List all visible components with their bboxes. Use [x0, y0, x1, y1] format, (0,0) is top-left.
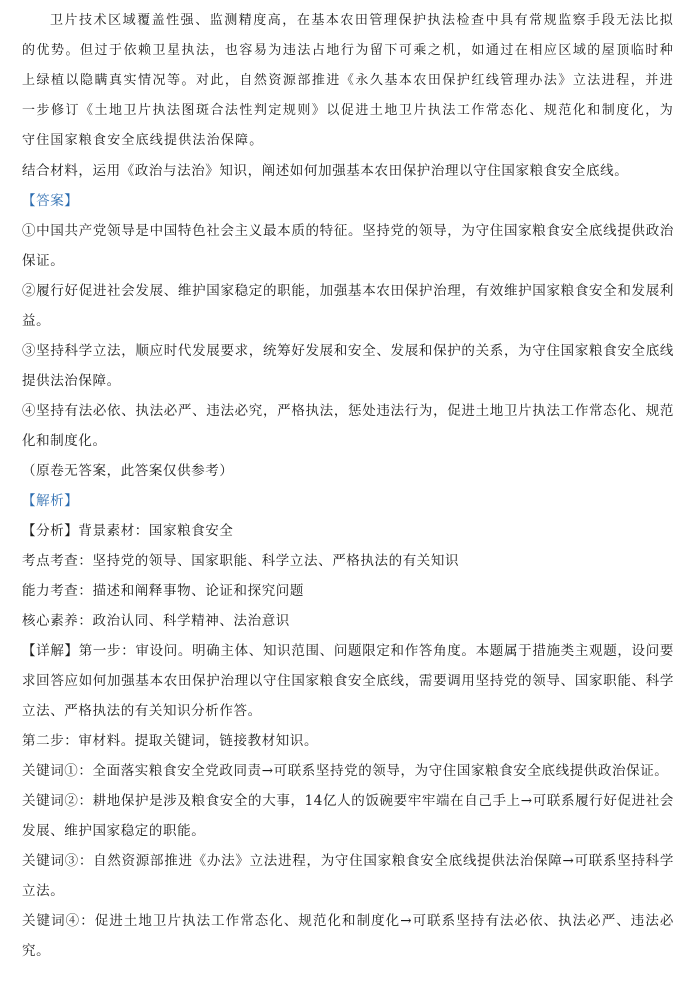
material-text: 卫片技术区域覆盖性强、监测精度高，在基本农田管理保护执法检查中具有常规监察手段无法比拟的优势。但过于依赖卫星执法，也容易为违法占地行为留下可乘之机，如通过在相应区域的屋顶临时种上绿植以隐瞒真实情况等。对此，自然资源部推进《永久基本农田保护红线管理办法》立法进程，并进一步修订《土地卫片执法图斑合法性判定规则》以促进土地卫片执法工作常态化、规范化和制度化，为守住国家粮食安全底线提供法治保障。 — [22, 13, 674, 148]
answer-item: ④坚持有法必依、执法必严、违法必究，严格执法，惩处违法行为，促进土地卫片执法工作常态化、规范化和制度化。 — [22, 403, 674, 449]
literacy: 核心素养：政治认同、科学精神、法治意识 — [22, 613, 290, 629]
detail-label: 【详解】 — [22, 643, 79, 659]
analysis-intro-text: 背景素材：国家粮食安全 — [78, 523, 234, 539]
answer-note: （原卷无答案，此答案仅供参考） — [22, 463, 234, 479]
answer-item: ③坚持科学立法，顺应时代发展要求，统筹好发展和安全、发展和保护的关系，为守住国家粮食安全底线提供法治保障。 — [22, 343, 674, 389]
question-text: 结合材料，运用《政治与法治》知识，阐述如何加强基本农田保护治理以守住国家粮食安全底线。 — [22, 163, 629, 179]
detail-step2: 第二步：审材料。提取关键词，链接教材知识。 — [22, 733, 319, 749]
keyword-item: 关键词①：全面落实粮食安全党政同责→可联系坚持党的领导，为守住国家粮食安全底线提供政治保证。 — [22, 763, 669, 779]
answer-item: ①中国共产党领导是中国特色社会主义最本质的特征。坚持党的领导，为守住国家粮食安全底线提供政治保证。 — [22, 223, 674, 269]
analysis-label: 【解析】 — [22, 493, 79, 509]
exam-point: 考点考查：坚持党的领导、国家职能、科学立法、严格执法的有关知识 — [22, 553, 460, 569]
analysis-intro-label: 【分析】 — [22, 523, 79, 539]
answer-item: ②履行好促进社会发展、维护国家稳定的职能，加强基本农田保护治理，有效维护国家粮食安全和发展利益。 — [22, 283, 674, 329]
answer-label: 【答案】 — [22, 193, 79, 209]
ability: 能力考查：描述和阐释事物、论证和探究问题 — [22, 583, 304, 599]
detail-step1 — [22, 636, 674, 726]
analysis-intro — [22, 516, 674, 546]
document-page — [22, 6, 674, 966]
keyword-item: 关键词④：促进土地卫片执法工作常态化、规范化和制度化→可联系坚持有法必依、执法必严、违法必究。 — [22, 913, 674, 959]
keyword-item: 关键词②：耕地保护是涉及粮食安全的大事，14亿人的饭碗要牢牢端在自己手上→可联系履行好促进社会发展、维护国家稳定的职能。 — [22, 793, 674, 839]
detail-text: 第一步：审设问。明确主体、知识范围、问题限定和作答角度。本题属于措施类主观题，设问要求回答应如何加强基本农田保护治理以守住国家粮食安全底线，需要调用坚持党的领导、国家职能、科学立法、严格执法的有关知识分析作答。 — [22, 643, 674, 719]
keyword-item: 关键词③：自然资源部推进《办法》立法进程，为守住国家粮食安全底线提供法治保障→可联系坚持科学立法。 — [22, 853, 674, 899]
